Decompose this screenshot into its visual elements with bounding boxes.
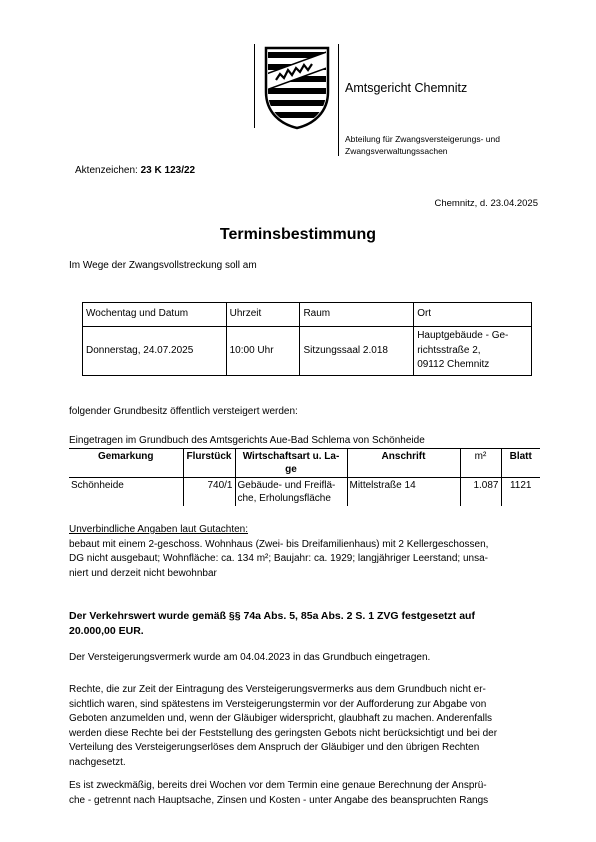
appraisal-line: bebaut mit einem 2-geschoss. Wohnhaus (Zwei- bis Dreifamilienhaus) mit 2 Kellergeschossen, (69, 538, 489, 550)
document-title: Terminsbestimmung (219, 226, 377, 243)
property-area: 1.087 (460, 478, 501, 507)
register-caption: Eingetragen im Grundbuch des Amtsgerichts Aue-Bad Schlema von Schönheide (69, 435, 425, 446)
auction-text: folgender Grundbesitz öffentlich versteigert werden: (69, 406, 298, 417)
registration-note: Der Versteigerungsvermerk wurde am 04.04.2023 in das Grundbuch eingetragen. (69, 652, 431, 663)
appraisal-section (69, 523, 545, 581)
paragraph-line: Geboten anzumelden und, wenn der Gläubiger widerspricht, glaubhaft zu machen. Anderenfalls (69, 713, 493, 724)
header-cell: Ort (414, 303, 532, 327)
department-line: Zwangsverwaltungssachen (345, 146, 448, 156)
header-cell: Blatt (501, 449, 540, 478)
place-line: 09112 Chemnitz (417, 359, 490, 370)
appraisal-heading: Unverbindliche Angaben laut Gutachten: (69, 524, 249, 535)
paragraph-line: Es ist zweckmäßig, bereits drei Wochen vor dem Termin eine genaue Berechnung der Ansprü- (69, 780, 487, 791)
header-cell: Gemarkung (69, 449, 183, 478)
paragraph-line: che - getrennt nach Hauptsache, Zinsen und Kosten - unter Angabe des beanspruchten Rangs (69, 794, 489, 806)
header-cell: Uhrzeit (226, 303, 300, 327)
case-reference-value: 23 K 123/22 (140, 165, 196, 176)
appraisal-line: niert und derzeit nicht bewohnbar (69, 567, 217, 579)
paragraph-line: Rechte, die zur Zeit der Eintragung des Versteigerungsvermerks aus dem Grundbuch nicht er- (69, 684, 486, 695)
appointment-table (82, 302, 532, 376)
property-table-header (69, 449, 540, 478)
case-reference (75, 165, 195, 176)
property-address: Mittelstraße 14 (347, 478, 460, 507)
department-line: Abteilung für Zwangsversteigerungs- und (345, 134, 500, 144)
header-cell: Raum (300, 303, 414, 327)
paragraph-line: nachgesetzt. (69, 756, 126, 768)
appointment-time: 10:00 Uhr (226, 327, 300, 376)
appointment-place (414, 327, 532, 376)
property-blatt: 1121 (501, 478, 540, 507)
property-flurstueck: 740/1 (183, 478, 235, 507)
header-divider-left (254, 44, 255, 128)
header-cell: Flurstück (183, 449, 235, 478)
header-cell-line: ge (285, 464, 297, 475)
cell-line: Gebäude- und Freiflä- (237, 480, 336, 491)
property-gemarkung: Schönheide (69, 478, 183, 507)
property-wirtschaftsart (235, 478, 347, 507)
paragraph-line: werden diese Rechte bei der Feststellung des geringsten Gebots nicht berücksichtigt und bei der (69, 727, 498, 739)
case-reference-label: Aktenzeichen: (75, 165, 138, 176)
court-name: Amtsgericht Chemnitz (345, 81, 468, 95)
place-line: Hauptgebäude - Ge- (417, 330, 509, 341)
header-cell: Anschrift (347, 449, 460, 478)
department (345, 133, 500, 157)
appointment-room: Sitzungssaal 2.018 (300, 327, 414, 376)
header-cell-line: Wirtschaftsart u. La- (242, 451, 340, 462)
cell-line: che, Erholungsfläche (237, 493, 331, 504)
header-cell: Wochentag und Datum (83, 303, 227, 327)
appraisal-line: DG nicht ausgebaut; Wohnfläche: ca. 134 m²; Baujahr: ca. 1929; langjähriger Leerstand; unsa- (69, 553, 488, 564)
paragraph-line: Verteilung des Versteigerungserlöses dem Anspruch der Gläubiger und den übrigen Rechten (69, 742, 480, 753)
paragraph-line: sichtlich waren, sind spätestens im Versteigerungstermin vor der Aufforderung zur Abgabe von (69, 698, 487, 710)
property-table (69, 448, 540, 506)
market-value (69, 609, 545, 638)
market-value-line: 20.000,00 EUR. (69, 624, 144, 637)
appointment-table-header (83, 303, 532, 327)
property-row (69, 478, 540, 507)
rights-paragraph (69, 683, 545, 770)
header-cell: m² (460, 449, 501, 478)
market-value-line: Der Verkehrswert wurde gemäß §§ 74a Abs. 5, 85a Abs. 2 S. 1 ZVG festgesetzt auf (69, 610, 475, 622)
saxony-coat-of-arms (262, 44, 332, 130)
header-cell (235, 449, 347, 478)
advice-paragraph (69, 779, 545, 808)
appointment-row (83, 327, 532, 376)
place-line: richtsstraße 2, (417, 344, 481, 356)
place-date: Chemnitz, d. 23.04.2025 (434, 198, 538, 209)
appointment-date: Donnerstag, 24.07.2025 (83, 327, 227, 376)
intro-text: Im Wege der Zwangsvollstreckung soll am (69, 260, 257, 271)
header-divider-right (338, 44, 339, 156)
